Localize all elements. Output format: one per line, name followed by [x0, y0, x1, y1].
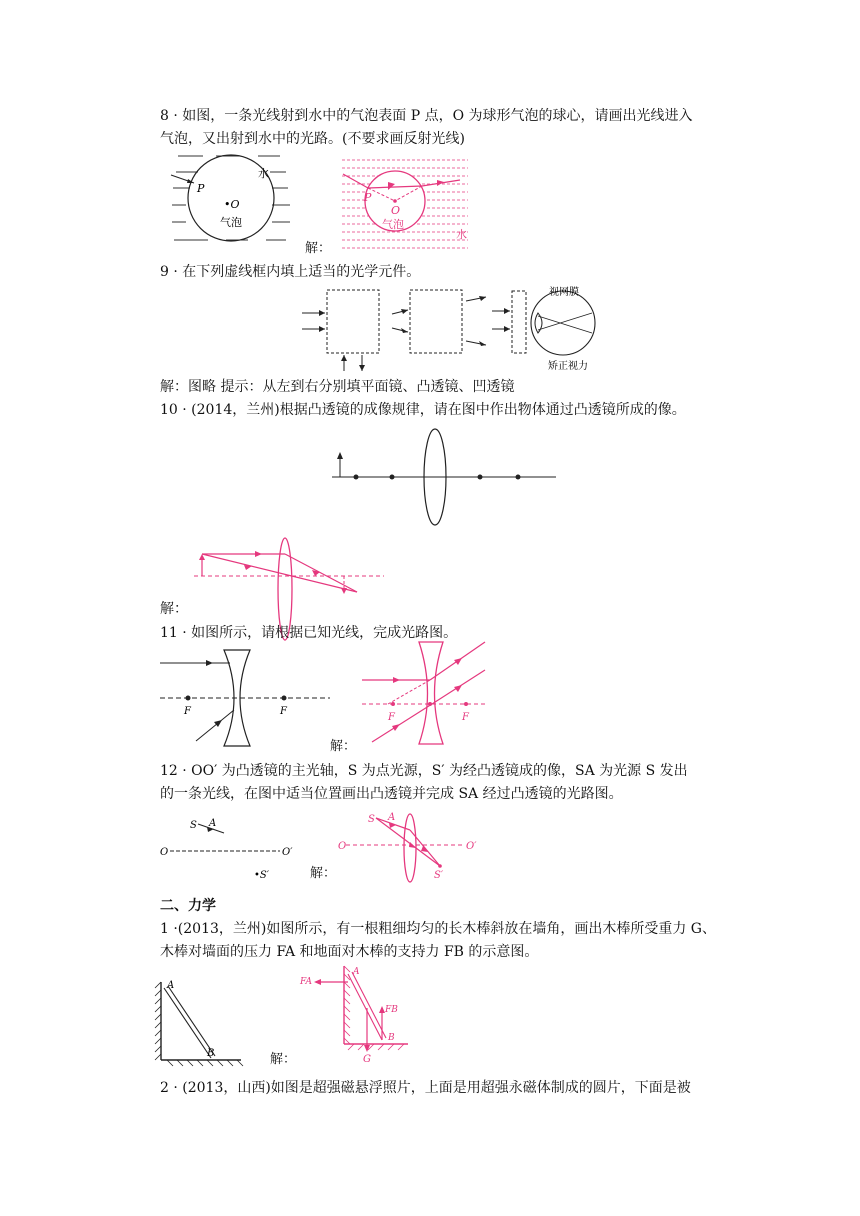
q10-text-line1: 10 · (2014，兰州)根据凸透镜的成像规律，请在图中作出物体通过凸透镜所成的像。	[160, 402, 686, 418]
q8-text-line1: 8 · 如图，一条光线射到水中的气泡表面 P 点，O 为球形气泡的球心，请画出光线进入	[160, 108, 693, 124]
q8-ans-label-water: 水	[456, 228, 467, 241]
q12-label-a: A	[209, 818, 217, 829]
q9-text-line1: 9 · 在下列虚线框内填上适当的光学元件。	[160, 264, 421, 280]
m1-ans-label-fa: FA	[300, 977, 312, 987]
m1-text-line2: 木棒对墙面的压力 FA 和地面对木棒的支持力 FB 的示意图。	[160, 944, 539, 960]
m1-answer-figure	[296, 962, 416, 1066]
q12-label-o: O	[160, 847, 169, 858]
section2-title: 二、力学	[160, 898, 216, 914]
q11-text-line1: 11 · 如图所示，请根据已知光线，完成光路图。	[160, 625, 458, 641]
q9-answer: 解：图略 提示：从左到右分别填平面镜、凸透镜、凹透镜	[160, 379, 515, 395]
q11-ans-label-f1: F	[388, 712, 395, 723]
q11-ans-label-f2: F	[462, 712, 469, 723]
q12-question-figure	[158, 812, 303, 880]
q12-answer-label: 解：	[310, 866, 337, 881]
q9-label-correct: 矫正视力	[548, 361, 588, 372]
m1-ans-label-a: A	[353, 967, 360, 977]
q11-answer-figure	[360, 640, 490, 750]
m1-label-b: B	[207, 1048, 215, 1059]
m1-ans-label-b: B	[388, 1033, 395, 1043]
q8-label-water: 水	[258, 167, 269, 180]
q11-label-f2: F	[280, 706, 287, 717]
q12-ans-label-s: S	[368, 814, 375, 825]
q8-ans-label-p: P	[364, 191, 372, 204]
q10-answer-label: 解：	[160, 601, 188, 617]
m1-question-figure	[155, 978, 245, 1064]
q12-answer-figure	[336, 808, 486, 884]
q8-answer-figure	[340, 154, 470, 254]
m1-ans-label-fb: FB	[385, 1005, 398, 1015]
q9-label-retina: 视网膜	[549, 287, 579, 298]
m1-text-line1: 1 ·(2013，兰州)如图所示，有一根粗细均匀的长木棒斜放在墙角，画出木棒所受重力 G、	[160, 921, 716, 937]
q12-ans-label-a: A	[388, 812, 396, 823]
m2-text-line1: 2 · (2013，山西)如图是超强磁悬浮照片，上面是用超强永磁体制成的圆片，下面是被	[160, 1080, 691, 1096]
q12-text-line2: 的一条光线，在图中适当位置画出凸透镜并完成 SA 经过凸透镜的光路图。	[160, 786, 623, 802]
q11-answer-label: 解：	[330, 739, 357, 754]
q8-answer-label: 解：	[305, 241, 332, 256]
q8-ans-label-o: O	[391, 204, 401, 217]
q8-text-line2: 气泡，又出射到水中的光路。(不要求画反射光线)	[160, 131, 465, 147]
q12-ans-label-s2: S′	[434, 870, 444, 881]
q8-label-o: •O	[224, 198, 240, 211]
q8-question-figure	[168, 150, 298, 250]
q12-text-line1: 12 · OO′ 为凸透镜的主光轴，S 为点光源，S′ 为经凸透镜成的像，SA 为光源 S 发出	[160, 763, 688, 779]
q8-label-bubble: 气泡	[220, 216, 242, 229]
q8-ans-label-bubble: 气泡	[382, 218, 404, 231]
q12-label-s: S	[190, 820, 197, 831]
q9-figure	[300, 283, 620, 378]
m1-ans-label-g: G	[363, 1054, 371, 1065]
m1-answer-label: 解：	[270, 1052, 297, 1067]
q11-label-f1: F	[184, 706, 191, 717]
q12-ans-label-o: O	[338, 841, 347, 852]
q12-label-s2: •S′	[254, 870, 270, 881]
q10-question-figure	[330, 420, 560, 530]
q8-label-p: P	[197, 182, 205, 195]
q11-question-figure	[158, 648, 333, 748]
q12-ans-label-o2: O′	[466, 841, 477, 852]
q12-label-o2: O′	[282, 847, 293, 858]
m1-label-a: A	[167, 980, 175, 991]
